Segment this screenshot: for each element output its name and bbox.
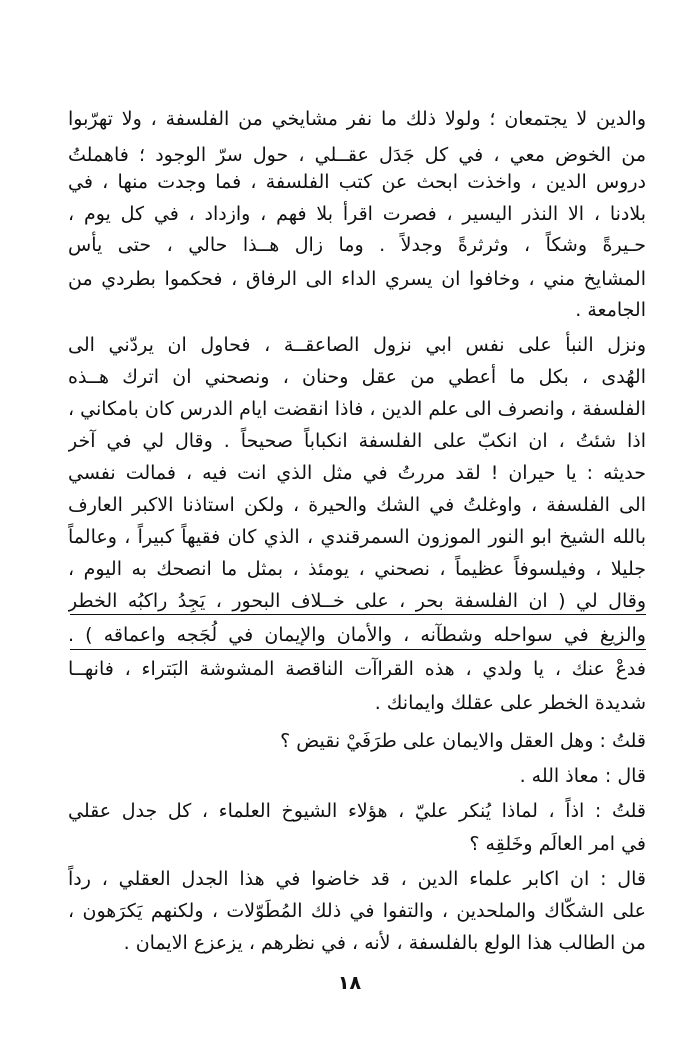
- text-line: بالله الشيخ ابو النور الموزون السمرقندي ، الذي كان فقيهاً كبيراً ، وعالماً: [68, 526, 646, 548]
- text-line: المشايخ مني ، وخافوا ان يسري الداء الى الرفاق ، فحكموا بطردي من: [68, 268, 646, 290]
- page-number: ١٨: [337, 972, 362, 994]
- text-line: قلتُ : اذاً ، لماذا يُنكر عليّ ، هؤلاء الشيوخ العلماء ، كل جدل عقلي: [68, 800, 646, 822]
- quote-underline: [70, 614, 646, 615]
- text-line: ونزل النبأ على نفس ابي نزول الصاعقــة ، فحاول ان يردّني الى: [68, 334, 646, 356]
- text-line: قلتُ : وهل العقل والايمان على طرَفَيْ نقيض ؟: [280, 730, 646, 752]
- text-line: حديثه : يا حيران ! لقد مررتُ في مثل الذي انت فيه ، فمالت نفسي: [68, 462, 646, 484]
- text-line: الجامعة .: [575, 299, 646, 321]
- text-line: في امر العالَم وخَلقِه ؟: [469, 833, 646, 855]
- text-line: دروس الدين ، واخذت ابحث عن كتب الفلسفة ، فما وجدت منها ، في: [68, 171, 646, 193]
- text-line: قال : معاذ الله .: [519, 765, 646, 787]
- text-line: من الخوض معي ، في كل جَدَل عقــلي ، حول سرّ الوجود ؛ فاهملتُ: [68, 144, 646, 166]
- text-line: حـيرةً وشكاً ، وثرثرةً وجدلاً . وما زال هــذا حالي ، حتى يأس: [68, 234, 646, 256]
- text-line: وقال لي ( ان الفلسفة بحر ، على خــلاف البحور ، يَجِدُ راكبُه الخطر: [68, 590, 646, 612]
- text-line: على الشكّاك والملحدين ، والتفوا في ذلك المُطَوّلات ، ولكنهم يَكرَهون ،: [68, 900, 646, 922]
- text-line: قال : ان اكابر علماء الدين ، قد خاضوا في هذا الجدل العقلي ، رداً: [68, 868, 646, 890]
- text-line: فدعْ عنك ، يا ولدي ، هذه القراآت الناقصة المشوشة البَتراء ، فانهــا: [68, 658, 646, 680]
- text-line: والزيغ في سواحله وشطآنه ، والأمان والإيمان في لُجَجه واعماقه ) .: [68, 624, 646, 646]
- text-line: شديدة الخطر على عقلك وايمانك .: [374, 692, 646, 714]
- text-line: الى الفلسفة ، واوغلتُ في الشك والحيرة ، ولكن استاذنا الاكبر العارف: [68, 494, 646, 516]
- text-line: جليلا ، وفيلسوفاً عظيماً ، نصحني ، يومئذ ، بمثل ما انصحك به اليوم ،: [68, 558, 646, 580]
- text-line: من الطالب هذا الولع بالفلسفة ، لأنه ، في نظرهم ، يزعزع الايمان .: [123, 932, 646, 954]
- text-line: الفلسفة ، وانصرف الى علم الدين ، فاذا انقضت ايام الدرس كان بامكاني ،: [68, 398, 646, 420]
- text-line: بلادنا ، الا النذر اليسير ، فصرت اقرأ بلا فهم ، وازداد ، في كل يوم ،: [68, 203, 646, 225]
- text-line: اذا شئتُ ، ان انكبّ على الفلسفة انكباباً صحيحاً . وقال لي في آخر: [68, 430, 646, 452]
- text-line: والدين لا يجتمعان ؛ ولولا ذلك ما نفر مشايخي من الفلسفة ، ولا تهرّبوا: [68, 108, 646, 130]
- quote-underline: [70, 649, 646, 650]
- text-line: الهُدى ، بكل ما أعطي من عقل وحنان ، ونصحني ان اترك هــذه: [68, 366, 646, 388]
